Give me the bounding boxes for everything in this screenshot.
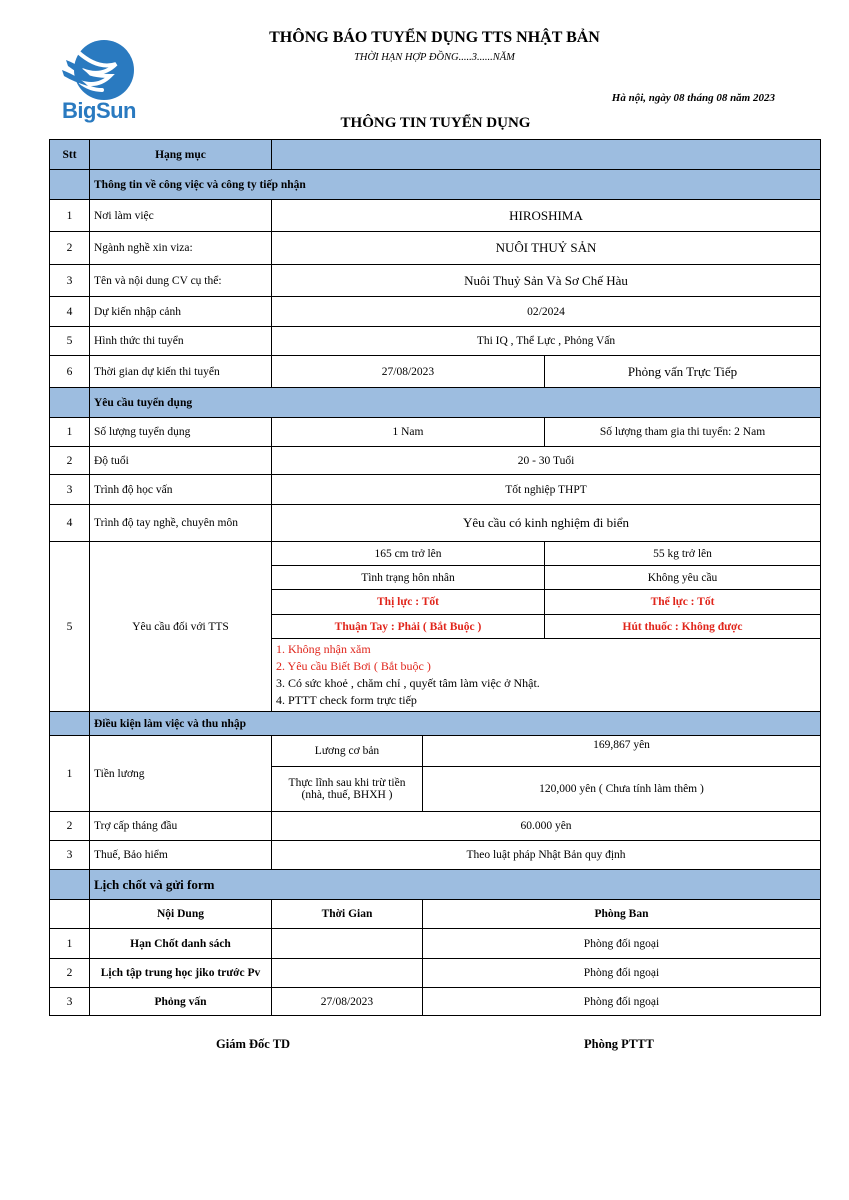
row-label: Tiền lương xyxy=(90,736,272,812)
schedule-time xyxy=(272,929,423,959)
row-label: Tên và nội dung CV cụ thể: xyxy=(90,265,272,297)
extra-requirements xyxy=(272,639,821,712)
section-title: THÔNG TIN TUYỂN DỤNG xyxy=(340,115,531,131)
age-value: 20 - 30 Tuổi xyxy=(272,447,821,475)
signature-director: Giám Đốc TD xyxy=(216,1037,291,1051)
schedule-content: Phỏng vấn xyxy=(90,988,272,1016)
marital-label: Tình trạng hôn nhân xyxy=(272,566,545,590)
education-value: Tốt nghiệp THPT xyxy=(272,475,821,505)
row-label: Nơi làm việc xyxy=(90,200,272,232)
note-item: 1. Không nhận xăm xyxy=(276,642,371,656)
row-label: Yêu cầu đối với TTS xyxy=(90,542,272,712)
quantity-value: 1 Nam xyxy=(272,418,545,447)
schedule-time: 27/08/2023 xyxy=(272,988,423,1016)
note-item: 4. PTTT check form trực tiếp xyxy=(276,693,417,707)
signature-department: Phòng PTTT xyxy=(584,1037,654,1051)
schedule-time xyxy=(272,959,423,988)
row-label: Hình thức thi tuyển xyxy=(90,327,272,356)
participants-value: Số lượng tham gia thi tuyển: 2 Nam xyxy=(545,418,821,447)
row-stt: 2 xyxy=(50,812,90,841)
workplace-value: HIROSHIMA xyxy=(272,200,821,232)
row-label: Trình độ học vấn xyxy=(90,475,272,505)
schedule-dept: Phòng đối ngoại xyxy=(423,959,821,988)
row-label: Dự kiến nhập cảnh xyxy=(90,297,272,327)
exam-format-value: Thi IQ , Thể Lực , Phỏng Vấn xyxy=(272,327,821,356)
section-schedule: Lịch chốt và gửi form xyxy=(90,870,821,900)
section-job-info: Thông tin về công việc và công ty tiếp nhận xyxy=(90,170,821,200)
handedness-req: Thuận Tay : Phải ( Bắt Buộc ) xyxy=(272,615,545,639)
schedule-content: Lịch tập trung học jiko trước Pv xyxy=(90,959,272,988)
basic-salary-label: Lương cơ bản xyxy=(272,736,423,767)
logo-text: BigSun xyxy=(62,98,136,123)
page-title: THÔNG BÁO TUYỂN DỤNG TTS NHẬT BẢN xyxy=(269,29,600,46)
row-stt: 2 xyxy=(50,232,90,265)
net-salary-value: 120,000 yên ( Chưa tính làm thêm ) xyxy=(423,767,821,812)
row-stt: 4 xyxy=(50,297,90,327)
schedule-dept: Phòng đối ngoại xyxy=(423,929,821,959)
row-stt: 5 xyxy=(50,327,90,356)
contract-term: THỜI HẠN HỢP ĐỒNG.....3......NĂM xyxy=(354,52,515,63)
weight-req: 55 kg trở lên xyxy=(545,542,821,566)
row-stt: 2 xyxy=(50,447,90,475)
skill-value: Yêu cầu có kinh nghiệm đi biển xyxy=(272,505,821,542)
row-stt: 3 xyxy=(50,475,90,505)
row-stt: 5 xyxy=(50,542,90,712)
schedule-dept: Phòng đối ngoại xyxy=(423,988,821,1016)
schedule-time-header: Thời Gian xyxy=(272,900,423,929)
note-item: 3. Có sức khoẻ , chăm chỉ , quyết tâm làm việc ở Nhật. xyxy=(276,676,540,690)
row-label: Độ tuổi xyxy=(90,447,272,475)
row-stt: 3 xyxy=(50,265,90,297)
row-stt: 1 xyxy=(50,418,90,447)
section-conditions: Điều kiện làm việc và thu nhập xyxy=(90,712,821,736)
note-item: 2. Yêu cầu Biết Bơi ( Bắt buộc ) xyxy=(276,659,431,673)
job-content-value: Nuôi Thuỷ Sản Và Sơ Chế Hàu xyxy=(272,265,821,297)
marital-value: Không yêu cầu xyxy=(545,566,821,590)
row-stt: 3 xyxy=(50,988,90,1016)
recruitment-table xyxy=(49,139,821,1016)
allowance-value: 60.000 yên xyxy=(272,812,821,841)
exam-date-value: 27/08/2023 xyxy=(272,356,545,388)
industry-value: NUÔI THUỶ SẢN xyxy=(272,232,821,265)
row-label: Thời gian dự kiến thi tuyển xyxy=(90,356,272,388)
row-label: Trình độ tay nghề, chuyên môn xyxy=(90,505,272,542)
col-category-header: Hạng mục xyxy=(90,140,272,170)
basic-salary-value: 169,867 yên xyxy=(423,736,821,767)
fitness-req: Thể lực : Tốt xyxy=(545,590,821,615)
exam-type-value: Phỏng vấn Trực Tiếp xyxy=(545,356,821,388)
col-stt-header: Stt xyxy=(50,140,90,170)
height-req: 165 cm trở lên xyxy=(272,542,545,566)
net-salary-label: Thực lĩnh sau khi trừ tiền (nhà, thuế, BHXH ) xyxy=(272,767,423,812)
row-stt: 1 xyxy=(50,200,90,232)
row-stt: 3 xyxy=(50,841,90,870)
eyesight-req: Thị lực : Tốt xyxy=(272,590,545,615)
row-label: Số lượng tuyển dụng xyxy=(90,418,272,447)
row-label: Thuế, Bảo hiểm xyxy=(90,841,272,870)
schedule-content: Hạn Chốt danh sách xyxy=(90,929,272,959)
date-line: Hà nội, ngày 08 tháng 08 năm 2023 xyxy=(611,92,775,104)
schedule-content-header: Nội Dung xyxy=(90,900,272,929)
schedule-dept-header: Phòng Ban xyxy=(423,900,821,929)
row-stt: 4 xyxy=(50,505,90,542)
section-requirements: Yêu cầu tuyển dụng xyxy=(90,388,821,418)
row-stt: 2 xyxy=(50,959,90,988)
row-label: Ngành nghề xin viza: xyxy=(90,232,272,265)
row-stt: 1 xyxy=(50,736,90,812)
entry-date-value: 02/2024 xyxy=(272,297,821,327)
row-label: Trợ cấp tháng đầu xyxy=(90,812,272,841)
row-stt: 6 xyxy=(50,356,90,388)
smoking-req: Hút thuốc : Không được xyxy=(545,615,821,639)
row-stt: 1 xyxy=(50,929,90,959)
tax-value: Theo luật pháp Nhật Bản quy định xyxy=(272,841,821,870)
